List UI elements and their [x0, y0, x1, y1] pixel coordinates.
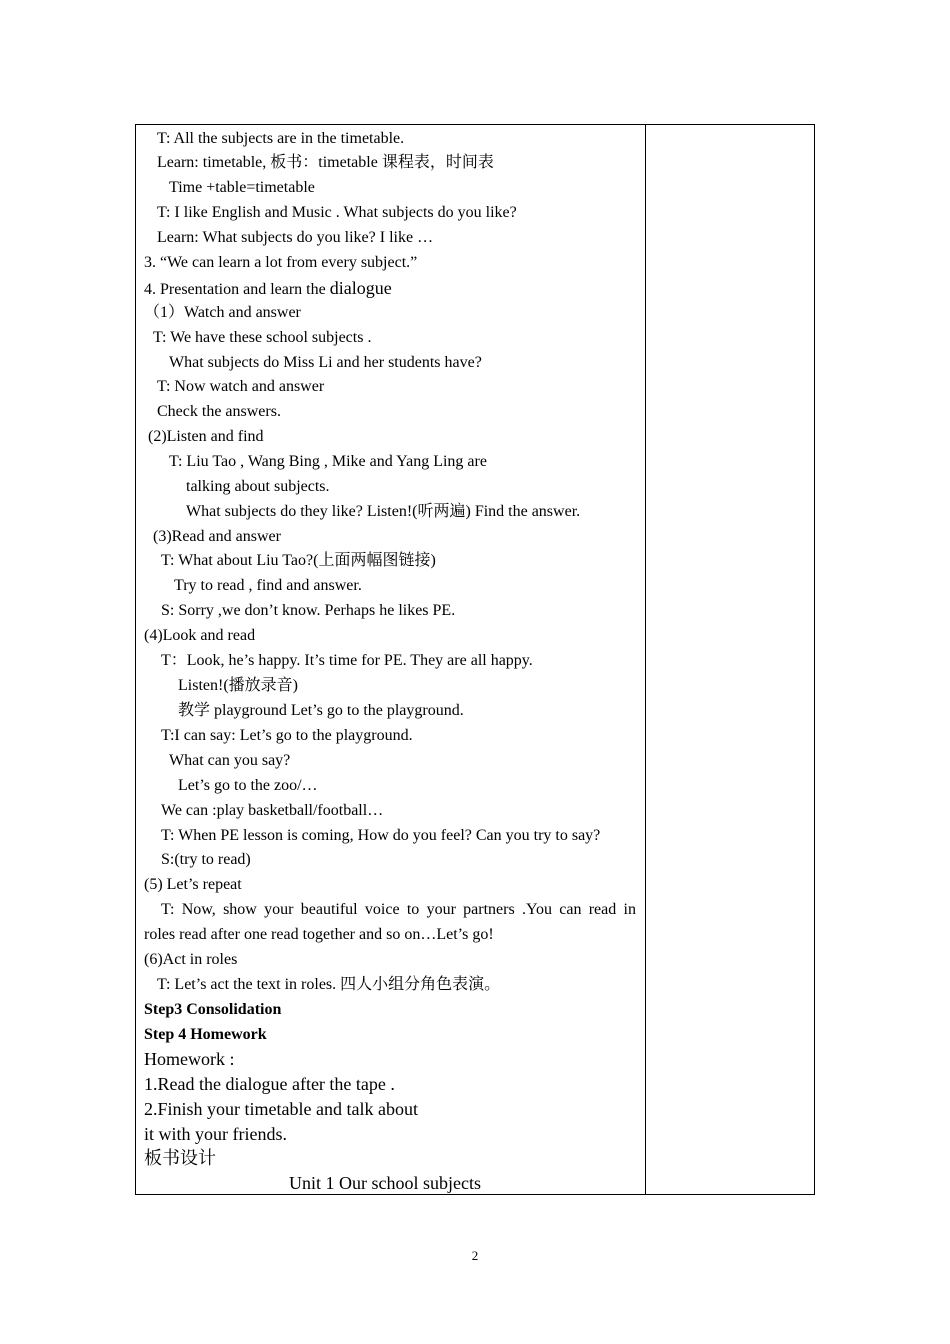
text-line: T: Now, show your beautiful voice to your partners .You can read in: [161, 901, 636, 918]
lesson-content-cell: [136, 125, 646, 1194]
text-line: 3. “We can learn a lot from every subject.”: [144, 254, 418, 271]
text-line: (3)Read and answer: [153, 528, 281, 545]
text-line: 4. Presentation and learn the dialogue: [144, 278, 392, 298]
text-line: What can you say?: [169, 752, 291, 769]
text-line: T: Now watch and answer: [157, 378, 325, 395]
homework-line: it with your friends.: [144, 1124, 287, 1144]
text-line: T: I like English and Music . What subjects do you like?: [157, 204, 517, 221]
text-line: Check the answers.: [157, 403, 281, 420]
unit-title: Unit 1 Our school subjects: [289, 1173, 481, 1193]
text-line: S: Sorry ,we don’t know. Perhaps he likes PE.: [161, 602, 456, 619]
lesson-table: [135, 124, 815, 1195]
text-line: (5) Let’s repeat: [144, 876, 242, 893]
text-line: Time +table=timetable: [169, 179, 315, 196]
text-line: Listen!(播放录音): [178, 677, 298, 694]
homework-line: 1.Read the dialogue after the tape .: [144, 1074, 395, 1094]
text-line: T: Let’s act the text in roles. 四人小组分角色表演。: [157, 976, 501, 993]
notes-cell: [646, 125, 814, 1194]
text-line: Let’s go to the zoo/…: [178, 777, 318, 794]
text-line: T: We have these school subjects .: [153, 329, 372, 346]
text-line: We can :play basketball/football…: [161, 802, 384, 819]
page-number: 2: [471, 1248, 479, 1263]
text-line: T: All the subjects are in the timetable.: [157, 130, 405, 147]
text-line: What subjects do they like? Listen!(听两遍) Find the answer.: [186, 503, 581, 520]
text-line: T：Look, he’s happy. It’s time for PE. They are all happy.: [161, 652, 533, 669]
blackboard-design-heading: 板书设计: [144, 1148, 216, 1168]
text-line: What subjects do Miss Li and her students have?: [169, 354, 482, 371]
text-line: 教学 playground Let’s go to the playground.: [178, 702, 464, 719]
text-line: T:I can say: Let’s go to the playground.: [161, 727, 413, 744]
text-line: (6)Act in roles: [144, 951, 238, 968]
text-line: （1）Watch and answer: [144, 304, 301, 321]
text-line: (4)Look and read: [144, 627, 256, 644]
text-line: Learn: timetable, 板书：timetable 课程表，时间表: [157, 154, 494, 171]
step-heading: Step3 Consolidation: [144, 1001, 282, 1018]
text-line: T: What about Liu Tao?(上面两幅图链接): [161, 552, 436, 569]
text-line: T: Liu Tao , Wang Bing , Mike and Yang Ling are: [169, 453, 487, 470]
homework-line: 2.Finish your timetable and talk about: [144, 1099, 418, 1119]
homework-line: Homework :: [144, 1049, 235, 1069]
text-line: Try to read , find and answer.: [174, 577, 362, 594]
text-line: S:(try to read): [161, 851, 251, 868]
text-line: talking about subjects.: [186, 478, 330, 495]
text-line: Learn: What subjects do you like? I like …: [157, 229, 434, 246]
text-line: (2)Listen and find: [148, 428, 264, 445]
text-line: T: When PE lesson is coming, How do you feel? Can you try to say?: [161, 827, 601, 844]
step-heading: Step 4 Homework: [144, 1026, 267, 1043]
text-line: roles read after one read together and so on…Let’s go!: [144, 926, 494, 943]
